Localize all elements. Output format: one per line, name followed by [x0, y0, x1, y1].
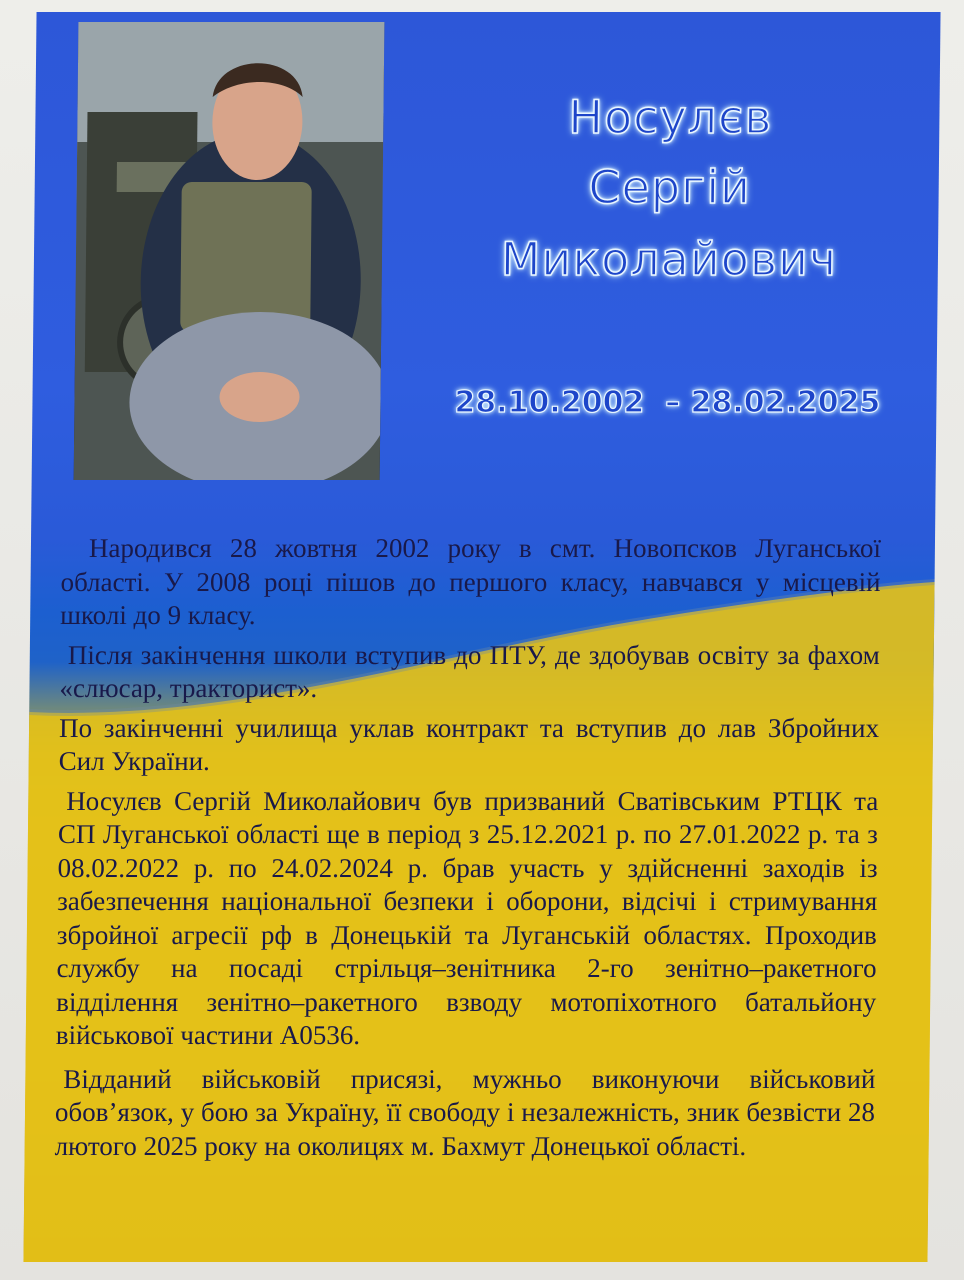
- bio-paragraph-contract: По закінченні училища уклав контракт та вступив до лав Збройних Сил України.: [58, 712, 880, 776]
- patronymic-heading: Миколайович: [500, 232, 838, 286]
- surname-heading: Носулєв: [568, 90, 773, 144]
- bio-paragraph-missing: Відданий військовій присязі, мужньо виконуючи військовий обов’язок, у бою за Україну, її свободу і незалежність, зник безвісти 28 лютого 2025 року на околицях м. Бахмут Донецької області.: [54, 1063, 876, 1161]
- memorial-poster: [23, 12, 940, 1262]
- first-name-heading: Сергій: [588, 160, 752, 214]
- life-dates: 28.10.2002 – 28.02.2025: [454, 385, 881, 420]
- bio-paragraph-service: Носулєв Сергій Миколайович був призваний Сватівським РТЦК та СП Луганської області ще в період з 25.12.2021 р. по 27.01.2022 р. та з 08.02.2022 р. по 24.02.2024 р. брав участь у здійсненні заходів із забезпечення національної безпеки і оборони, відсічі і стримування збройної агресії рф в Донецькій та Луганській областях. Проходив службу на посаді стрільця–зенітника 2-го зенітно–ракетного відділення зенітно–ракетного взводу мотопіхотного батальйону військової частини А0536.: [55, 785, 879, 1050]
- biography-text: [54, 532, 881, 1169]
- bio-paragraph-education: Після закінчення школи вступив до ПТУ, де здобував освіту за фахом «слюсар, тракторист».: [59, 639, 880, 703]
- portrait-photo: [74, 22, 385, 480]
- portrait-photo-icon: [74, 22, 385, 480]
- bio-paragraph-birth: Народився 28 жовтня 2002 року в смт. Новопсков Луганської області. У 2008 році пішов до першого класу, навчався у місцевій школі до 9 класу.: [60, 533, 882, 630]
